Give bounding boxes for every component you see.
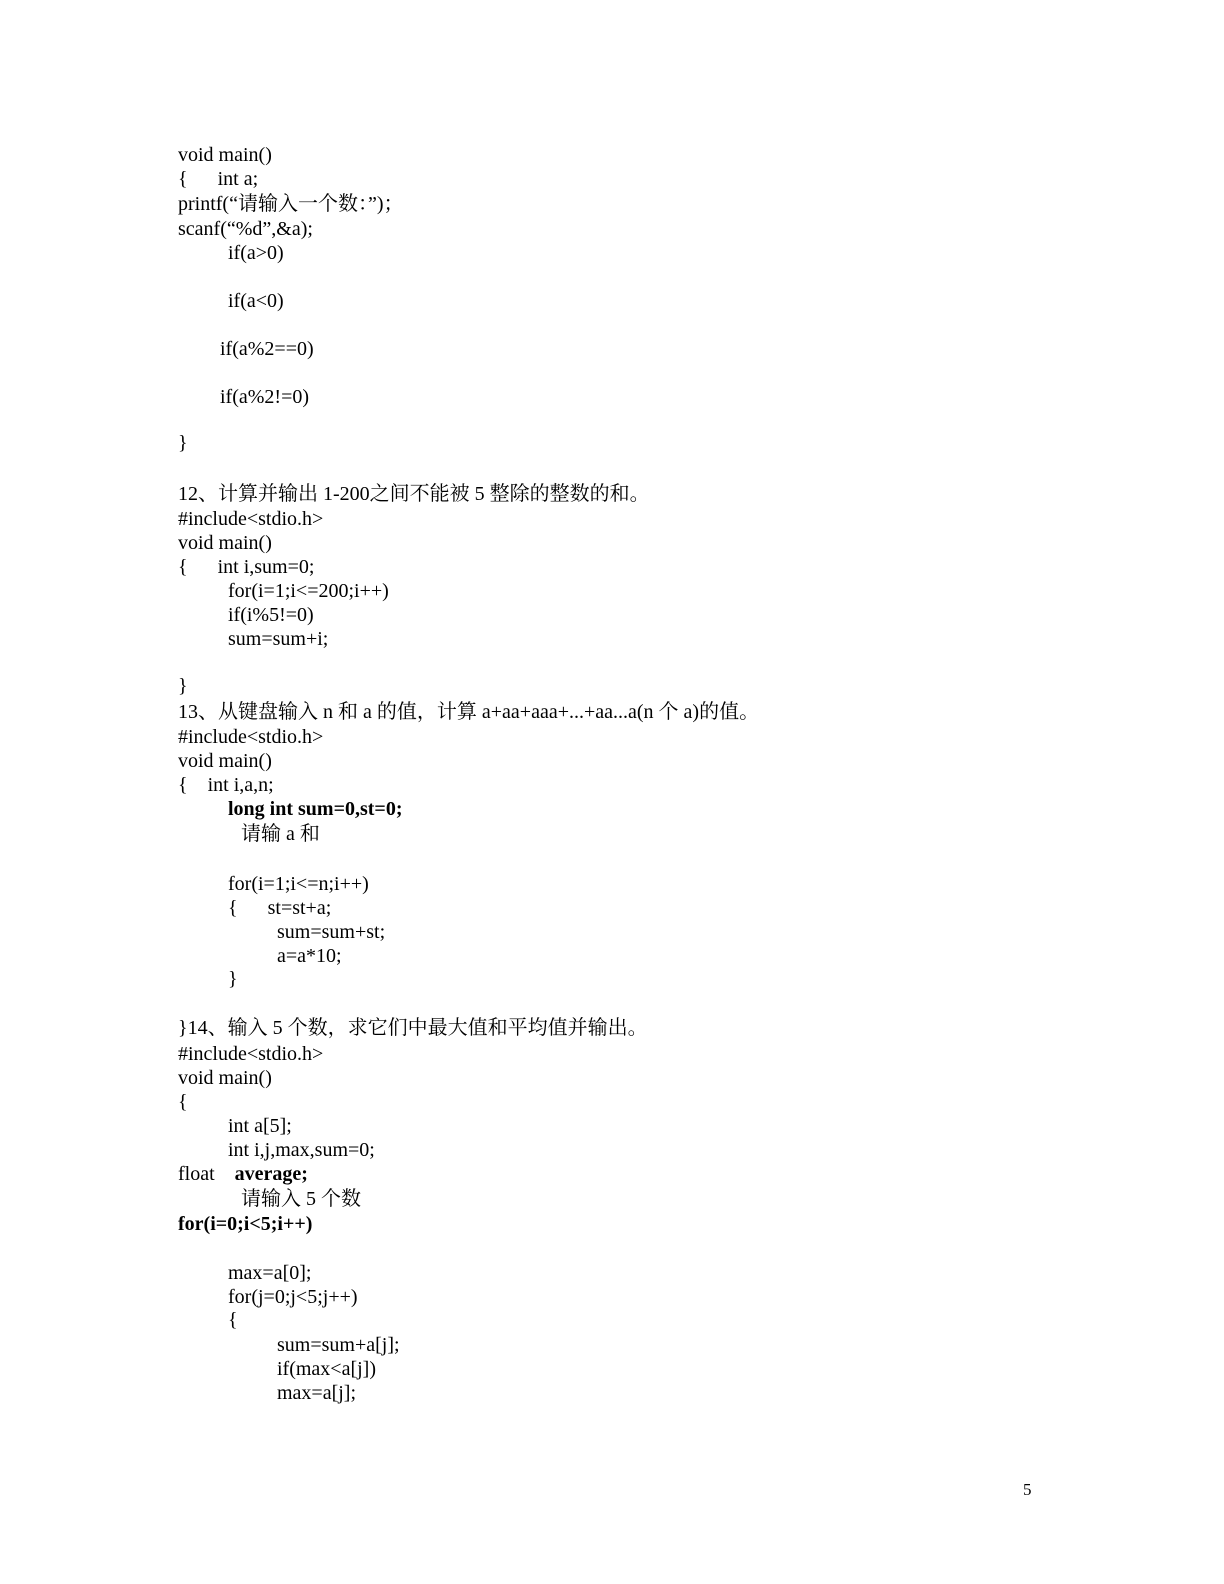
code-line: 请输 a 和 [241,823,320,845]
code-line: sum=sum+st; [277,921,386,943]
code-line: max=a[j]; [277,1382,357,1404]
code-text: float [178,1163,235,1185]
code-line [178,1162,308,1186]
code-line: printf(“请输入一个数：”)； [178,193,404,215]
code-line: void main() [178,750,272,772]
code-line: long int sum=0,st=0; [228,798,403,820]
code-line: sum=sum+a[j]; [277,1334,400,1356]
code-line: { st=st+a; [228,897,332,919]
section-heading: 12、计算并输出 1-200之间不能被 5 整除的整数的和。 [178,483,650,505]
section-heading: }14、输入 5 个数，求它们中最大值和平均值并输出。 [178,1017,648,1039]
code-line: int a[5]; [228,1115,292,1137]
code-line: { [178,1091,188,1113]
code-line: 请输入 5 个数 [241,1188,361,1210]
code-line: } [178,432,188,454]
code-text-bold: average; [234,1163,308,1185]
section-heading: 13、从键盘输入 n 和 a 的值，计算 a+aa+aaa+...+aa...a(n 个 a)的值。 [178,701,760,723]
code-line: for(i=1;i<=200;i++) [228,580,389,602]
code-line: void main() [178,144,272,166]
code-line: if(max<a[j]) [277,1358,377,1380]
code-line: { [228,1309,238,1331]
code-line: for(j=0;j<5;j++) [228,1286,358,1308]
code-line: if(a>0) [228,242,284,264]
code-line: void main() [178,532,272,554]
code-line: int i,j,max,sum=0; [228,1139,375,1161]
code-line: #include<stdio.h> [178,508,324,530]
code-line: if(a%2==0) [220,338,314,360]
code-line: if(a%2!=0) [220,386,310,408]
code-line: for(i=0;i<5;i++) [178,1213,313,1235]
code-line: scanf(“%d”,&a); [178,218,313,240]
code-line: #include<stdio.h> [178,726,324,748]
code-line: if(i%5!=0) [228,604,314,626]
code-line: a=a*10; [277,945,342,967]
code-line: { int i,sum=0; [178,556,315,578]
code-line: { int a; [178,168,259,190]
code-line: { int i,a,n; [178,774,274,796]
code-line: sum=sum+i; [228,628,329,650]
code-line: if(a<0) [228,290,284,312]
code-line: #include<stdio.h> [178,1043,324,1065]
code-line: for(i=1;i<=n;i++) [228,873,369,895]
code-line: max=a[0]; [228,1262,312,1284]
code-line: } [228,968,238,990]
code-line: } [178,675,188,697]
code-line: void main() [178,1067,272,1089]
page-number: 5 [1023,1480,1032,1499]
